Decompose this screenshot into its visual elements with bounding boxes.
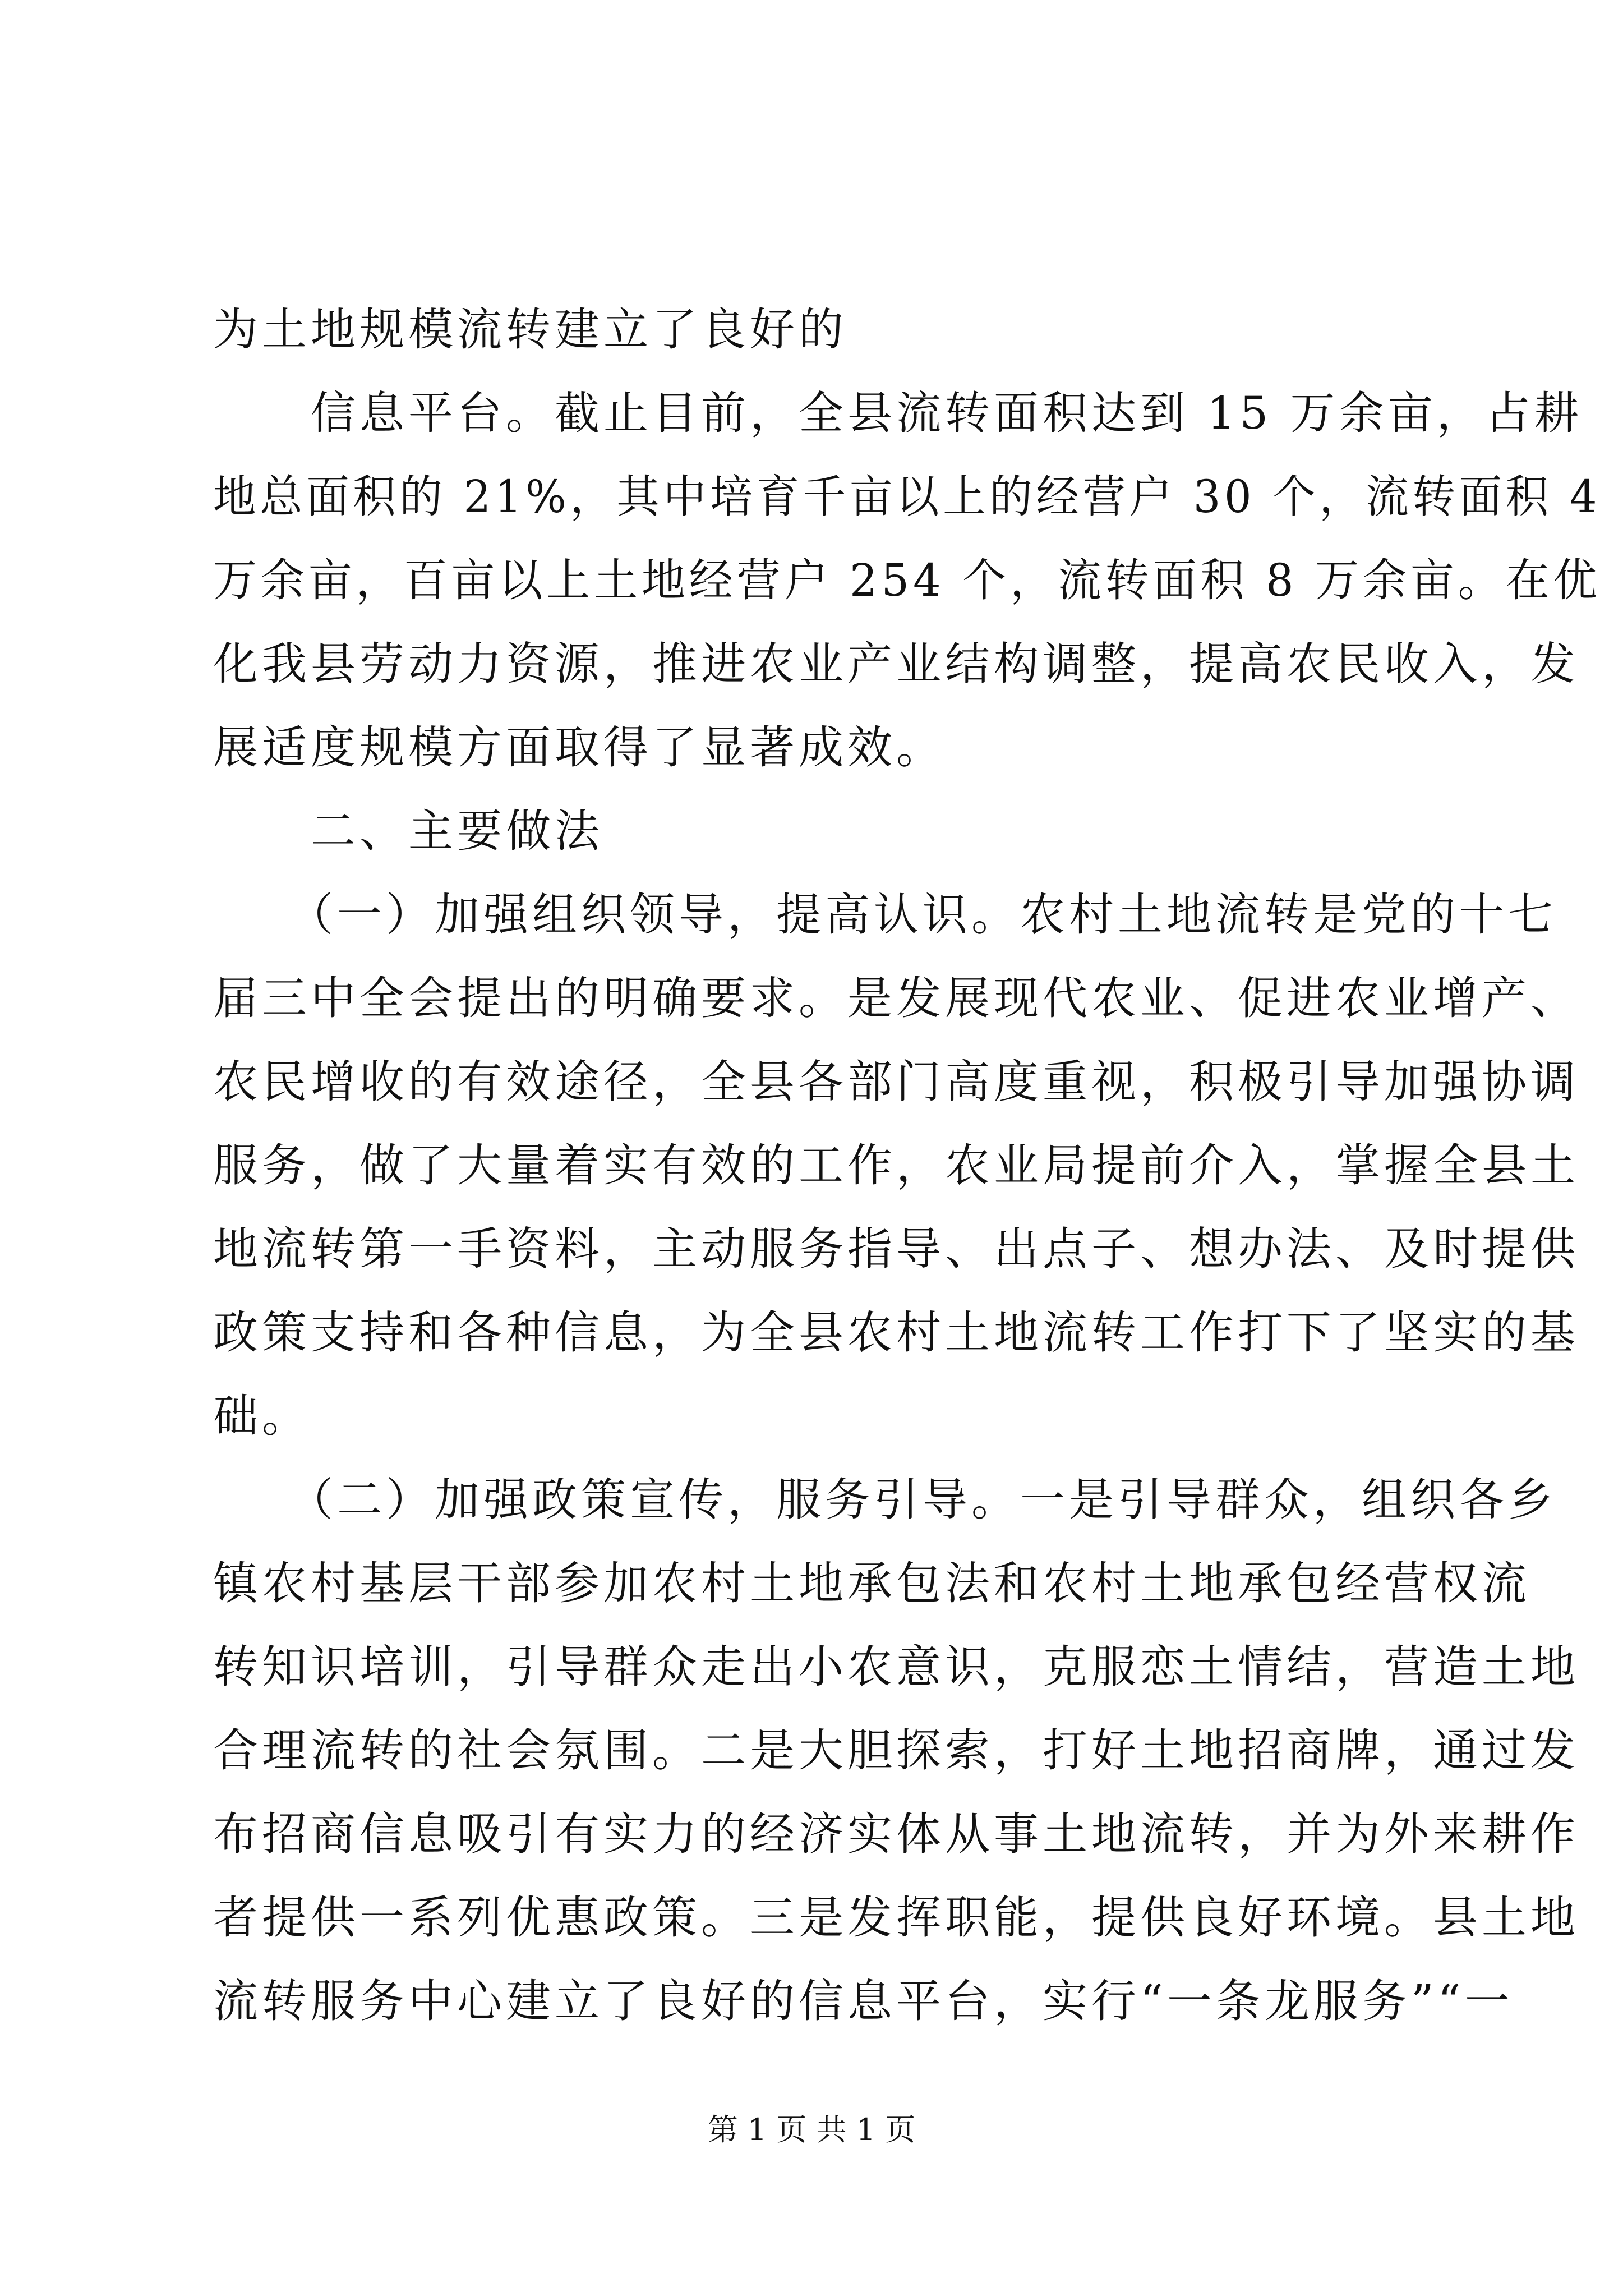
text-line: 布招商信息吸引有实力的经济实体从事土地流转，并为外来耕作 bbox=[213, 1808, 1579, 1860]
text-line: 为土地规模流转建立了良好的 bbox=[213, 303, 847, 356]
text-line: 农民增收的有效途径，全县各部门高度重视，积极引导加强协调 bbox=[213, 1056, 1579, 1108]
text-line: 础。 bbox=[213, 1390, 311, 1442]
text-line: 化我县劳动力资源，推进农业产业结构调整，提高农民收入，发 bbox=[213, 638, 1579, 690]
text-line: 万余亩，百亩以上土地经营户 254 个，流转面积 8 万余亩。在优 bbox=[213, 554, 1601, 606]
section-heading: 二、主要做法 bbox=[213, 805, 603, 857]
text-line: 合理流转的社会氛围。二是大胆探索，打好土地招商牌，通过发 bbox=[213, 1724, 1579, 1777]
text-line: 信息平台。截止目前，全县流转面积达到 15 万余亩，占耕 bbox=[213, 387, 1583, 439]
text-line: 地流转第一手资料，主动服务指导、出点子、想办法、及时提供 bbox=[213, 1223, 1579, 1275]
text-line: 镇农村基层干部参加农村土地承包法和农村土地承包经营权流 bbox=[213, 1557, 1530, 1609]
text-line: 服务，做了大量着实有效的工作，农业局提前介入，掌握全县土 bbox=[213, 1139, 1579, 1191]
text-line: 届三中全会提出的明确要求。是发展现代农业、促进农业增产、 bbox=[213, 972, 1579, 1024]
text-line: （二）加强政策宣传，服务引导。一是引导群众，组织各乡 bbox=[213, 1474, 1557, 1526]
text-line: 政策支持和各种信息，为全县农村土地流转工作打下了坚实的基 bbox=[213, 1306, 1579, 1359]
text-line: 地总面积的 21%，其中培育千亩以上的经营户 30 个，流转面积 4 bbox=[213, 471, 1601, 523]
text-line: 流转服务中心建立了良好的信息平台，实行“一条龙服务”“一 bbox=[213, 1975, 1514, 2027]
page-number-footer: 第 1 页 共 1 页 bbox=[707, 2112, 916, 2147]
text-line: 转知识培训，引导群众走出小农意识，克服恋土情结，营造土地 bbox=[213, 1641, 1579, 1693]
text-line: 展适度规模方面取得了显著成效。 bbox=[213, 721, 945, 774]
text-line: 者提供一系列优惠政策。三是发挥职能，提供良好环境。县土地 bbox=[213, 1892, 1579, 1944]
text-line: （一）加强组织领导，提高认识。农村土地流转是党的十七 bbox=[213, 889, 1557, 941]
